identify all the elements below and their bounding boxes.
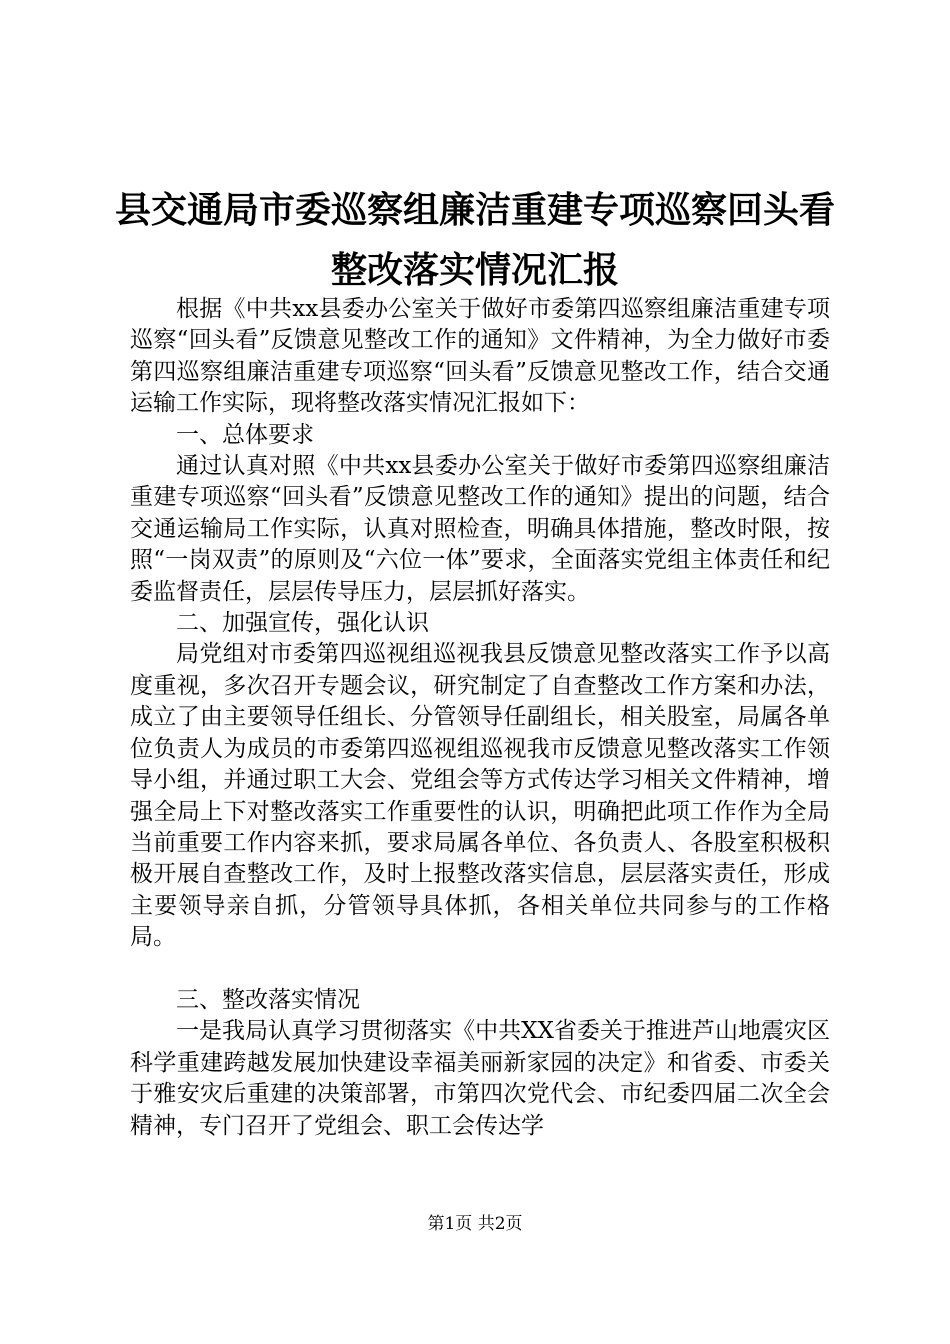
section-3-paragraph: 一是我局认真学习贯彻落实《中共XX省委关于推进芦山地震灾区科学重建跨越发展加快建设幸福美丽新家园的决定》和省委、市委关于雅安灾后重建的决策部署，市第四次党代会、市纪委四届二次全会精神，专门召开了党组会、职工会传达学 [130,1018,830,1139]
document-title-line-1: 县交通局市委巡察组廉洁重建专项巡察回头看 [114,189,835,231]
document-body [130,294,830,1142]
section-heading-3: 三、整改落实情况 [176,986,360,1013]
section-heading-1: 一、总体要求 [176,421,314,448]
section-1-paragraph: 通过认真对照《中共xx县委办公室关于做好市委第四巡察组廉洁重建专项巡察“回头看”反馈意见整改工作的通知》提出的问题，结合交通运输局工作实际，认真对照检查，明确具体措施，整改时限，按照“一岗双责”的原则及“六位一体”要求，全面落实党组主体责任和纪委监督责任，层层传导压力，层层抓好落实。 [130,453,830,605]
page-footer: 第1页 共2页 [427,1214,523,1234]
document-title-line-2: 整改落实情况汇报 [330,249,619,291]
intro-paragraph: 根据《中共xx县委办公室关于做好市委第四巡察组廉洁重建专项巡察“回头看”反馈意见整改工作的通知》文件精神，为全力做好市委第四巡察组廉洁重建专项巡察“回头看”反馈意见整改工作，结合交通运输工作实际，现将整改落实情况汇报如下： [130,296,830,417]
section-heading-2: 二、加强宣传，强化认识 [176,610,429,637]
paragraph-spacer [130,954,830,985]
section-2-paragraph: 局党组对市委第四巡视组巡视我县反馈意见整改落实工作予以高度重视，多次召开专题会议，研究制定了自查整改工作方案和办法，成立了由主要领导任组长、分管领导任副组长，相关股室，局属各单位负责人为成员的市委第四巡视组巡视我市反馈意见整改落实工作领导小组，并通过职工大会、党组会等方式传达学习相关文件精神，增强全局上下对整改落实工作重要性的认识，明确把此项工作作为全局当前重要工作内容来抓，要求局属各单位、各负责人、各股室积极积极开展自查整改工作，及时上报整改落实信息，层层落实责任，形成主要领导亲自抓，分管领导具体抓，各相关单位共同参与的工作格局。 [130,641,830,951]
